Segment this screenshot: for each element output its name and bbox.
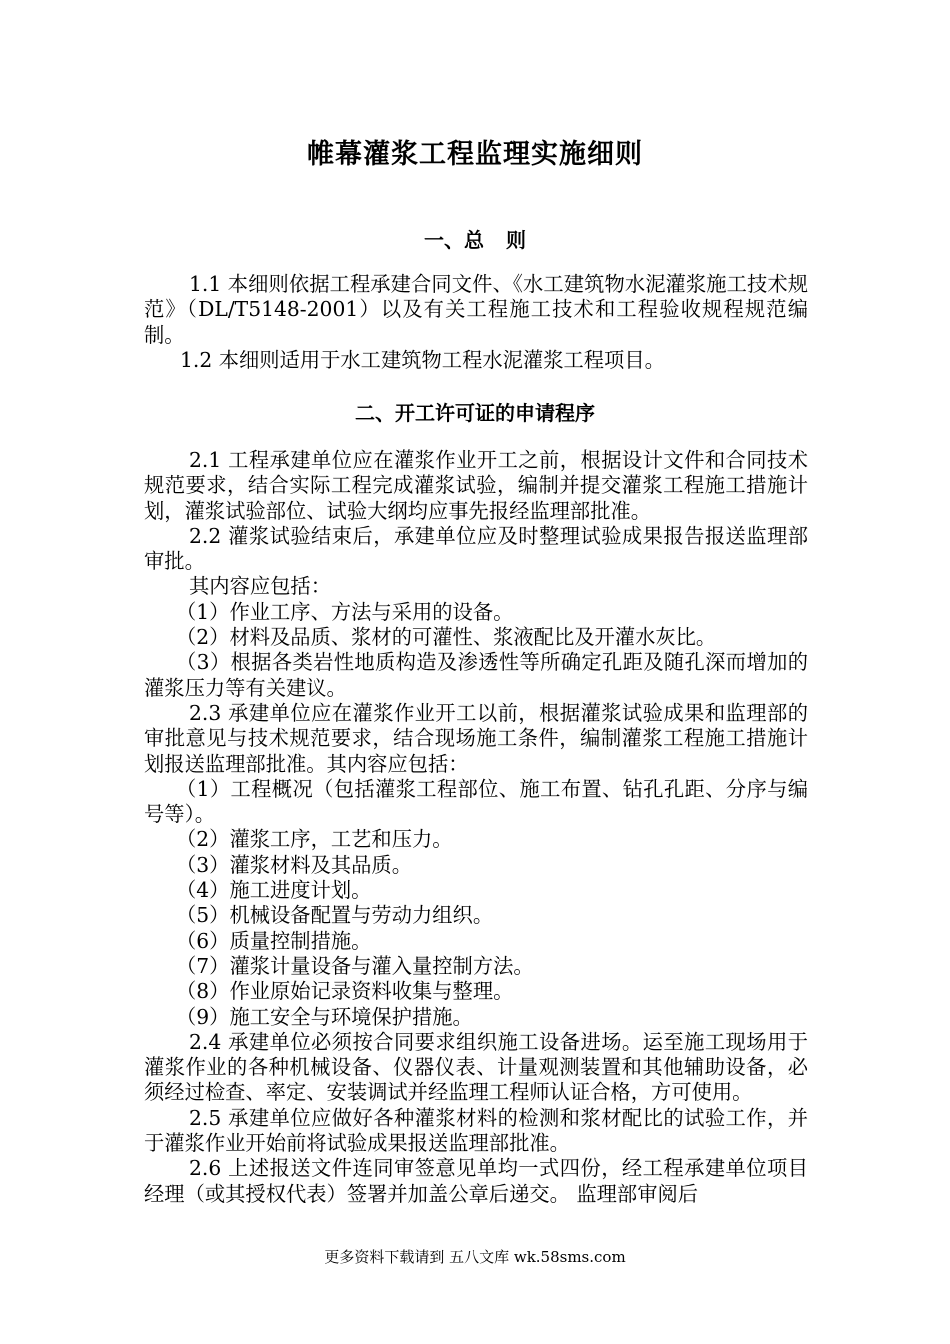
list-item: （3）灌浆材料及其品质。 <box>176 852 412 877</box>
list-item: （2）灌浆工序，工艺和压力。 <box>176 827 453 852</box>
section-1-heading <box>0 224 950 253</box>
section-1-heading-part-a: 一、总 <box>424 228 484 252</box>
paragraph-2-1: 2.1 工程承建单位应在灌浆作业开工之前，根据设计文件和合同技术规范要求，结合实际工程完成灌浆试验，编制并提交灌浆工程施工措施计划，灌浆试验部位、试验大纲均应事先报经监理部批准。 <box>144 448 808 523</box>
list-item: （7）灌浆计量设备与灌入量控制方法。 <box>176 953 534 978</box>
list-item: （2）材料及品质、浆材的可灌性、浆液配比及开灌水灰比。 <box>176 625 717 650</box>
list-item: （1）作业工序、方法与采用的设备。 <box>176 599 514 624</box>
section-1-body <box>144 272 808 373</box>
list-item: （8）作业原始记录资料收集与整理。 <box>176 979 514 1004</box>
paragraph-2-3: 2.3 承建单位应在灌浆作业开工以前，根据灌浆试验成果和监理部的审批意见与技术规范要求，结合现场施工条件，编制灌浆工程施工措施计划报送监理部批准。其内容应包括： <box>144 700 808 776</box>
section-2-heading: 二、开工许可证的申请程序 <box>355 401 595 425</box>
paragraph-1-1: 1.1 本细则依据工程承建合同文件、《水工建筑物水泥灌浆施工技术规范》（DL/T5148-2001）以及有关工程施工技术和工程验收规程规范编制。 <box>144 272 808 347</box>
footer-download-note: 更多资料下载请到 五八文库 wk.58sms.com <box>324 1248 626 1266</box>
list-item: （5）机械设备配置与劳动力组织。 <box>176 903 494 928</box>
list-item: （1）工程概况（包括灌浆工程部位、施工布置、钻孔孔距、分序与编号等）。 <box>144 776 808 827</box>
paragraph-2-2-intro: 其内容应包括： <box>189 574 331 599</box>
paragraph-2-4: 2.4 承建单位必须按合同要求组织施工设备进场。运至施工现场用于灌浆作业的各种机械设备、仪器仪表、计量观测装置和其他辅助设备，必须经过检查、率定、安装调试并经监理工程师认证合格，方可使用。 <box>144 1029 808 1105</box>
paragraph-2-6: 2.6 上述报送文件连同审签意见单均一式四份，经工程承建单位项目经理（或其授权代表）签署并加盖公章后递交。 监理部审阅后 <box>144 1156 808 1206</box>
list-item: （9）施工安全与环境保护措施。 <box>176 1004 473 1029</box>
section-1-heading-part-b: 则 <box>506 228 526 252</box>
paragraph-1-2: 1.2 本细则适用于水工建筑物工程水泥灌浆工程项目。 <box>180 347 665 372</box>
list-item: （6）质量控制措施。 <box>176 928 372 953</box>
list-item: （4）施工进度计划。 <box>176 878 372 903</box>
document-title: 帷幕灌浆工程监理实施细则 <box>307 139 643 170</box>
list-item: （3）根据各类岩性地质构造及渗透性等所确定孔距及随孔深而增加的灌浆压力等有关建议。 <box>144 650 808 700</box>
paragraph-2-2: 2.2 灌浆试验结束后，承建单位应及时整理试验成果报告报送监理部审批。 <box>144 523 808 574</box>
paragraph-2-5: 2.5 承建单位应做好各种灌浆材料的检测和浆材配比的试验工作，并于灌浆作业开始前将试验成果报送监理部批准。 <box>144 1105 808 1156</box>
section-2-body <box>144 448 808 1207</box>
